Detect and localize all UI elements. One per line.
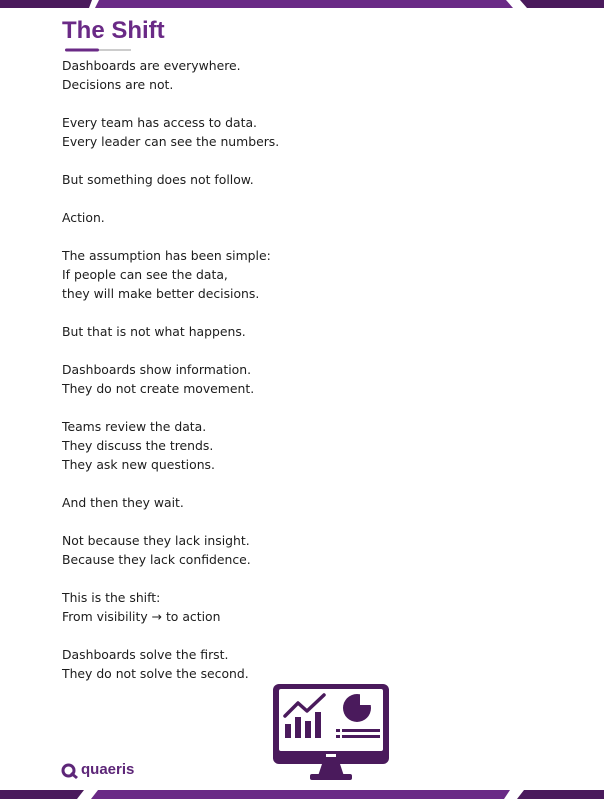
paragraph — [62, 322, 362, 341]
text-line: But something does not follow. — [62, 172, 254, 187]
text-line: Action. — [62, 210, 105, 225]
text-line: From visibility → to action — [62, 609, 221, 624]
text-line: They discuss the trends. — [62, 438, 214, 453]
text-line: Decisions are not. — [62, 77, 174, 92]
page-title: The Shift — [62, 17, 165, 44]
text-line: The assumption has been simple: — [62, 248, 271, 263]
text-line: This is the shift: — [62, 590, 161, 605]
text-line: Teams review the data. — [62, 419, 207, 434]
paragraph — [62, 56, 362, 94]
text-line: They ask new questions. — [62, 457, 215, 472]
logo-text: quaeris — [81, 761, 135, 778]
text-line: And then they wait. — [62, 495, 184, 510]
text-line: Not because they lack insight. — [62, 533, 250, 548]
text-line: Dashboards solve the first. — [62, 647, 229, 662]
text-line: Dashboards are everywhere. — [62, 58, 241, 73]
top-decorative-band — [0, 0, 604, 8]
text-line: They do not solve the second. — [62, 666, 249, 681]
paragraph — [62, 417, 362, 474]
paragraph — [62, 113, 362, 151]
bottom-decorative-band — [0, 790, 604, 799]
text-line: But that is not what happens. — [62, 324, 246, 339]
paragraph — [62, 246, 362, 303]
text-line: Every team has access to data. — [62, 115, 257, 130]
paragraph — [62, 493, 362, 512]
paragraph — [62, 208, 362, 227]
text-line: If people can see the data, — [62, 267, 228, 282]
paragraph — [62, 360, 362, 398]
text-line: They do not create movement. — [62, 381, 255, 396]
text-line: they will make better decisions. — [62, 286, 260, 301]
body-text — [62, 56, 362, 702]
title-underline — [65, 48, 131, 52]
text-line: Dashboards show information. — [62, 362, 252, 377]
paragraph — [62, 645, 362, 683]
dashboard-monitor-icon — [272, 683, 390, 781]
text-line: Because they lack confidence. — [62, 552, 251, 567]
paragraph — [62, 531, 362, 569]
quaeris-q-icon — [60, 763, 80, 780]
paragraph — [62, 588, 362, 626]
paragraph — [62, 170, 362, 189]
text-line: Every leader can see the numbers. — [62, 134, 280, 149]
